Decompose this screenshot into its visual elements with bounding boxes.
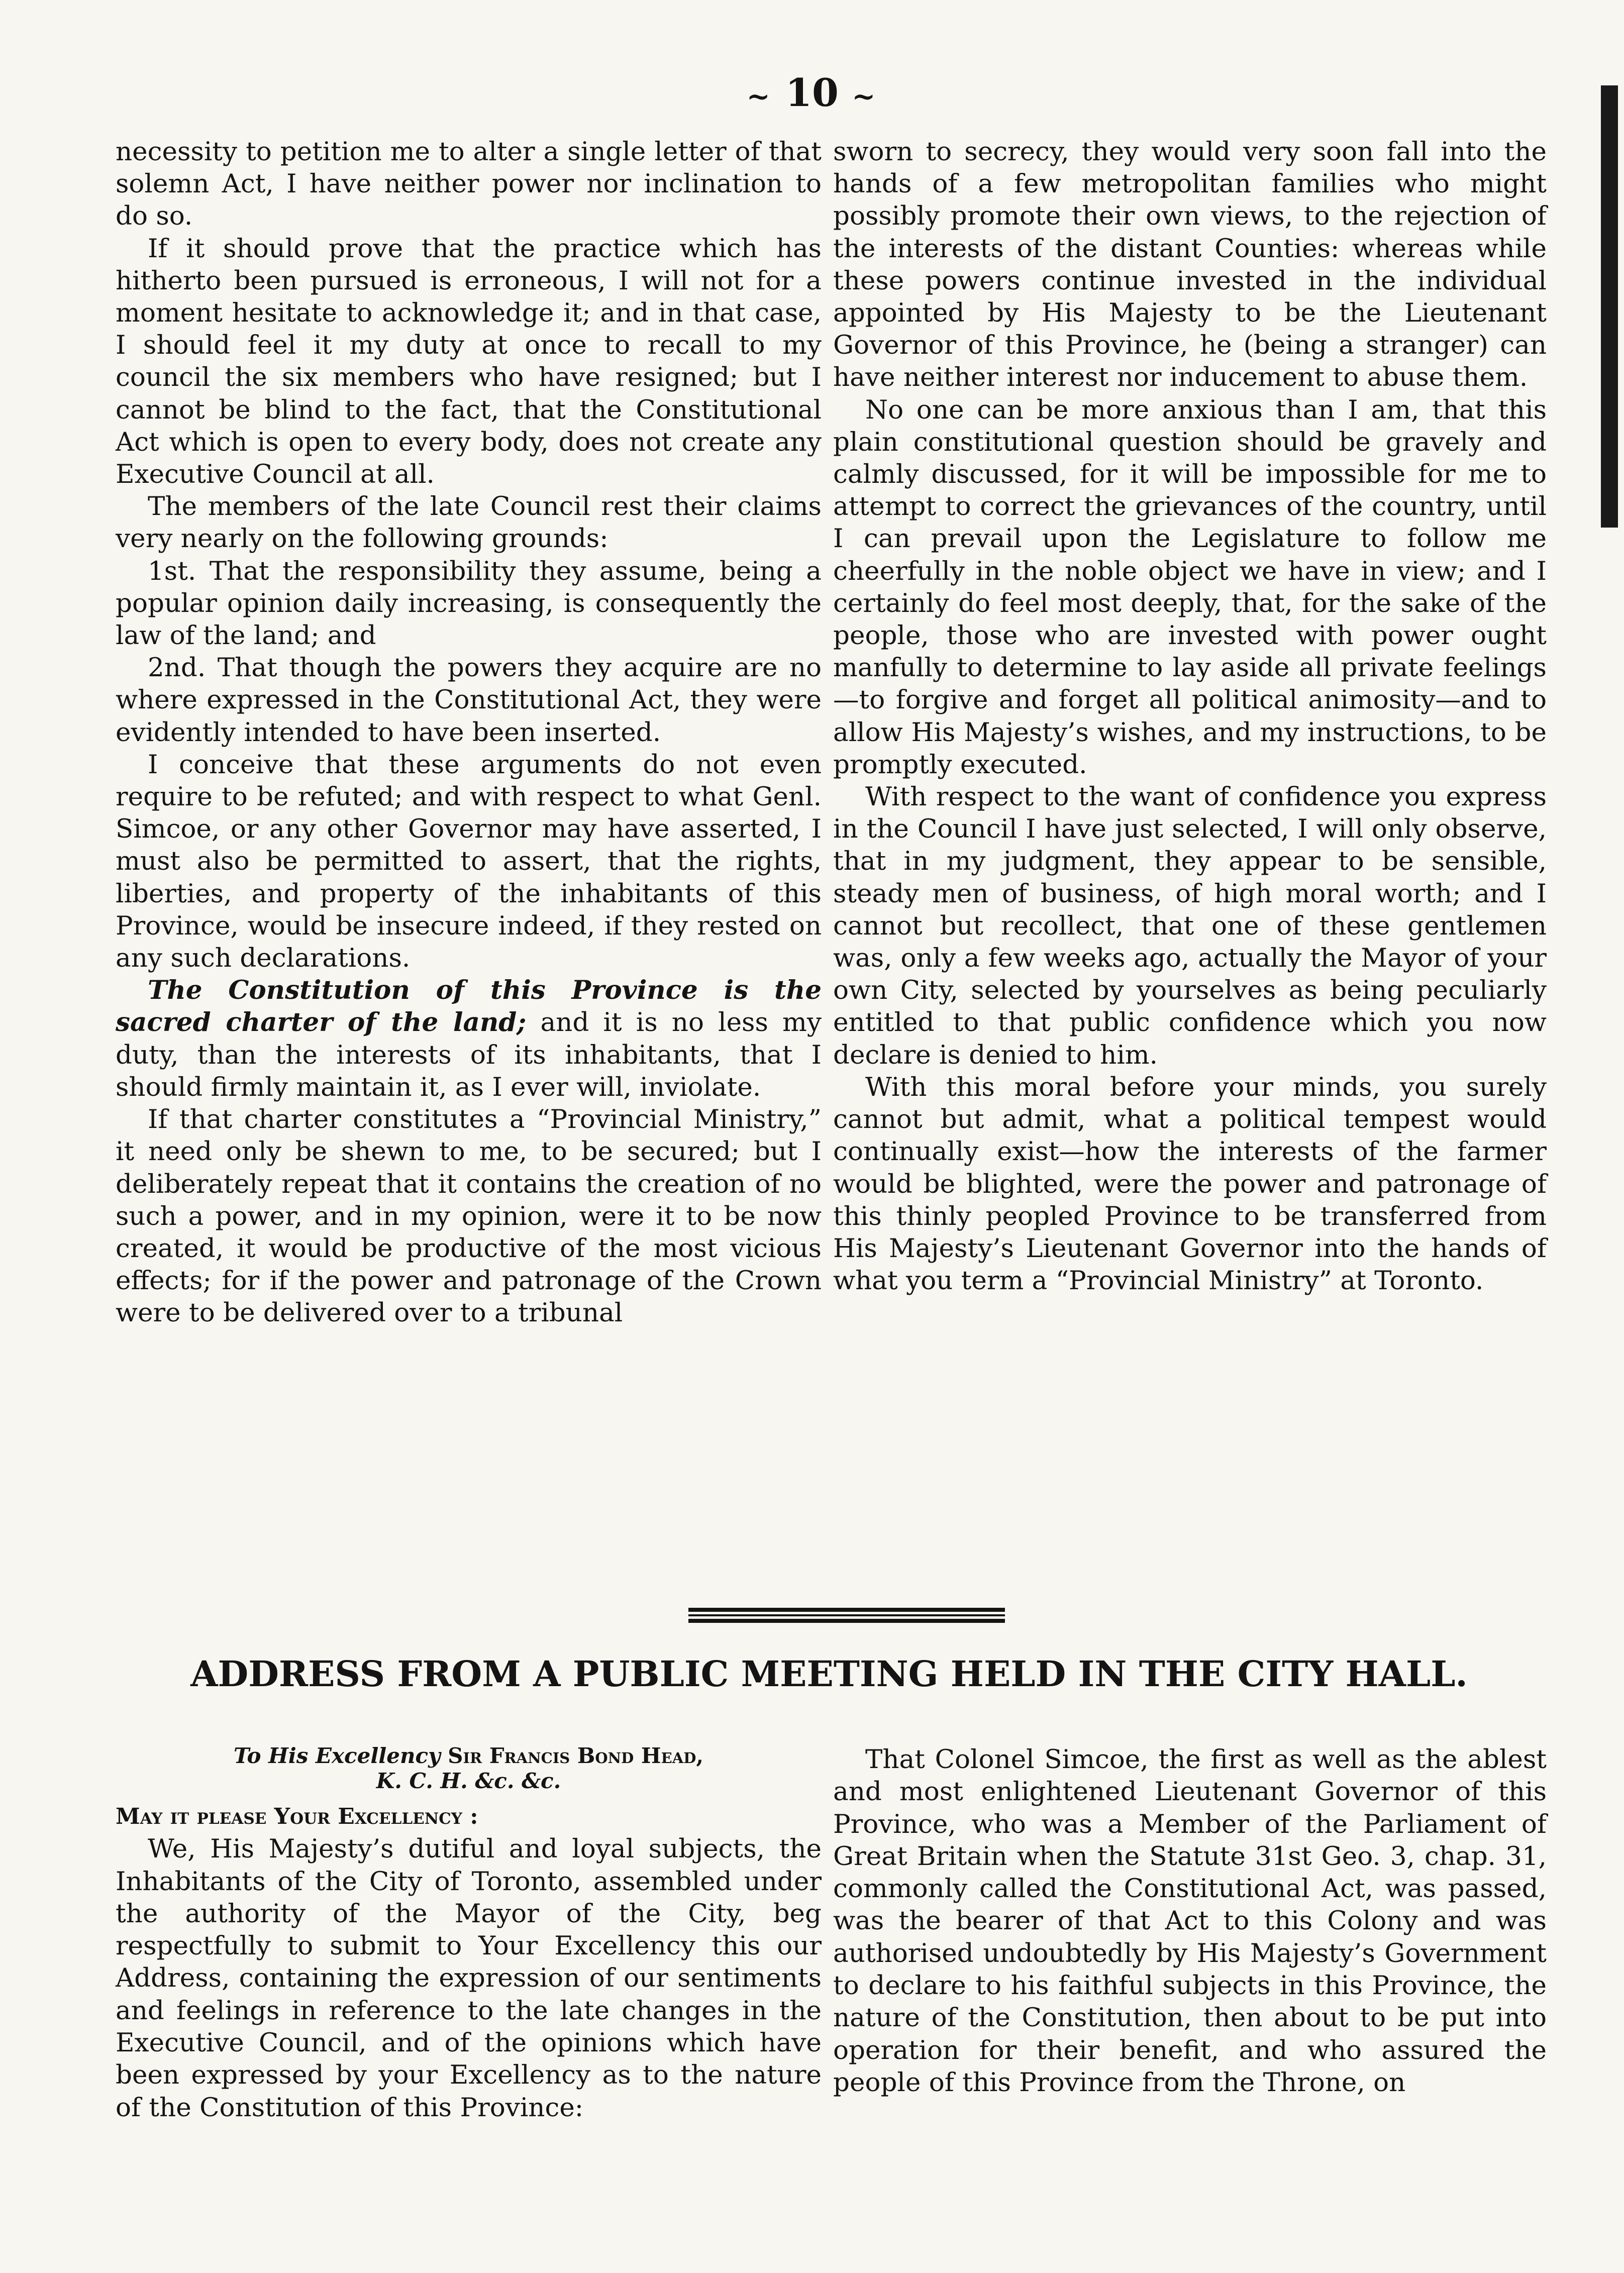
recipient-prefix: To His Excellency [234, 1743, 441, 1768]
letter-paragraph: If it should prove that the practice which has hitherto been pursued is erroneous, I will not for a moment hesitate to acknowledge it; and in that case, I should feel it my duty at once to recall to my council the six members who have resigned; but I cannot be blind to the fact, that the Constitutional Act which is open to every body, does not create any Executive Council at all. [116, 233, 822, 490]
address-recipient [116, 1743, 822, 1794]
page-number [0, 70, 1624, 115]
letter-right-column [833, 136, 1547, 1297]
letter-paragraph: sworn to secrecy, they would very soon fall into the hands of a few metropolitan families who might possibly promote their own views, to the rejection of the interests of the distant Counties: whereas while these powers continue invested in the individual appointed by His Majesty to be the Lieutenant Governor of this Province, he (being a stranger) can have neither interest nor inducement to abuse them. [833, 137, 1547, 393]
letter-paragraph: 2nd. That though the powers they acquire are no where expressed in the Constitutional Act, they were evidently intended to have been inserted. [116, 653, 822, 748]
address-paragraph: We, His Majesty’s dutiful and loyal subjects, the Inhabitants of the City of Toronto, assembled under the authority of the Mayor of the City, beg respectfully to submit to Your Excellency this our Address, containing the expression of our sentiments and feelings in reference to the late changes in the Executive Council, and of the opinions which have been expressed by your Excellency as to the nature of the Constitution of this Province: [116, 1834, 822, 2123]
address-left-column [116, 1743, 822, 2124]
letter-paragraph: If that charter constitutes a “Provincial Ministry,” it need only be shewn to me, to be secured; but I deliberately repeat that it contains the creation of no such a power, and in my opinion, were it to be now created, it would be productive of the most vicious effects; for if the power and patronage of the Crown were to be delivered over to a tribunal [116, 1104, 822, 1328]
address-paragraph: That Colonel Simcoe, the first as well as the ablest and most enlightened Lieutenant Governor of this Province, who was a Member of the Parliament of Great Britain when the Statute 31st Geo. 3, chap. 31, commonly called the Constitutional Act, was passed, was the bearer of that Act to this Colony and was authorised undoubtedly by His Majesty’s Government to declare to his faithful subjects in this Province, the nature of the Constitution, then about to be put into operation for their benefit, and who assured the people of this Province from the Throne, on [833, 1744, 1547, 2098]
recipient-titles: K. C. H. &c. &c. [376, 1769, 561, 1793]
charter-rest: and it is no less my duty, than the interests of its inhabitants, that I should firmly maintain it, as I ever will, inviolate. [116, 1007, 822, 1102]
letter-left-column [116, 136, 822, 1329]
charter-italic: The Constitution of this Province is the sacred charter of the land; [116, 975, 822, 1038]
ornament-right-icon: ~ [852, 80, 878, 113]
letter-paragraph: No one can be more anxious than I am, that this plain constitutional question should be gravely and calmly discussed, for it will be impossible for me to attempt to correct the grievances of the country, until I can prevail upon the Legislature to follow me cheerfully in the noble object we have in view; and I certainly do feel most deeply, that, for the sake of the people, those who are invested with power ought manfully to determine to lay aside all private feelings—to forgive and forget all political animosity—and to allow His Majesty’s wishes, and my instructions, to be promptly executed. [833, 394, 1547, 780]
section-divider [688, 1608, 1005, 1623]
address-title: ADDRESS FROM A PUBLIC MEETING HELD IN THE CITY HALL. [190, 1653, 1468, 1695]
ornament-left-icon: ~ [746, 80, 772, 113]
page-number-value: 10 [785, 70, 839, 115]
recipient-name: Sir Francis Bond Head, [448, 1743, 703, 1768]
letter-paragraph: necessity to petition me to alter a single letter of that solemn Act, I have neither power nor inclination to do so. [116, 137, 822, 232]
address-greeting: May it please Your Excellency : [116, 1804, 478, 1829]
letter-paragraph: With this moral before your minds, you surely cannot but admit, what a political tempest would continually exist—how the interests of the farmer would be blighted, were the power and patronage of this thinly peopled Province to be transferred from His Majesty’s Lieutenant Governor into the hands of what you term a “Provincial Ministry” at Toronto. [833, 1072, 1547, 1296]
letter-paragraph: With respect to the want of confidence you express in the Council I have just selected, I will only observe, that in my judgment, they appear to be sensible, steady men of business, of high moral worth; and I cannot but recollect, that one of these gentlemen was, only a few weeks ago, actually the Mayor of your own City, selected by yourselves as being peculiarly entitled to that public confidence which you now declare is denied to him. [833, 782, 1547, 1070]
letter-paragraph: I conceive that these arguments do not even require to be refuted; and with respect to what Genl. Simcoe, or any other Governor may have asserted, I must also be permitted to assert, that the rights, liberties, and property of the inhabitants of this Province, would be insecure indeed, if they rested on any such declarations. [116, 749, 822, 974]
letter-paragraph: The members of the late Council rest their claims very nearly on the following grounds: [116, 491, 822, 554]
charter-paragraph [116, 974, 822, 1103]
address-right-column [833, 1743, 1547, 2099]
page-edge-mark [1601, 85, 1618, 528]
letter-paragraph: 1st. That the responsibility they assume, being a popular opinion daily increasing, is consequently the law of the land; and [116, 556, 822, 651]
